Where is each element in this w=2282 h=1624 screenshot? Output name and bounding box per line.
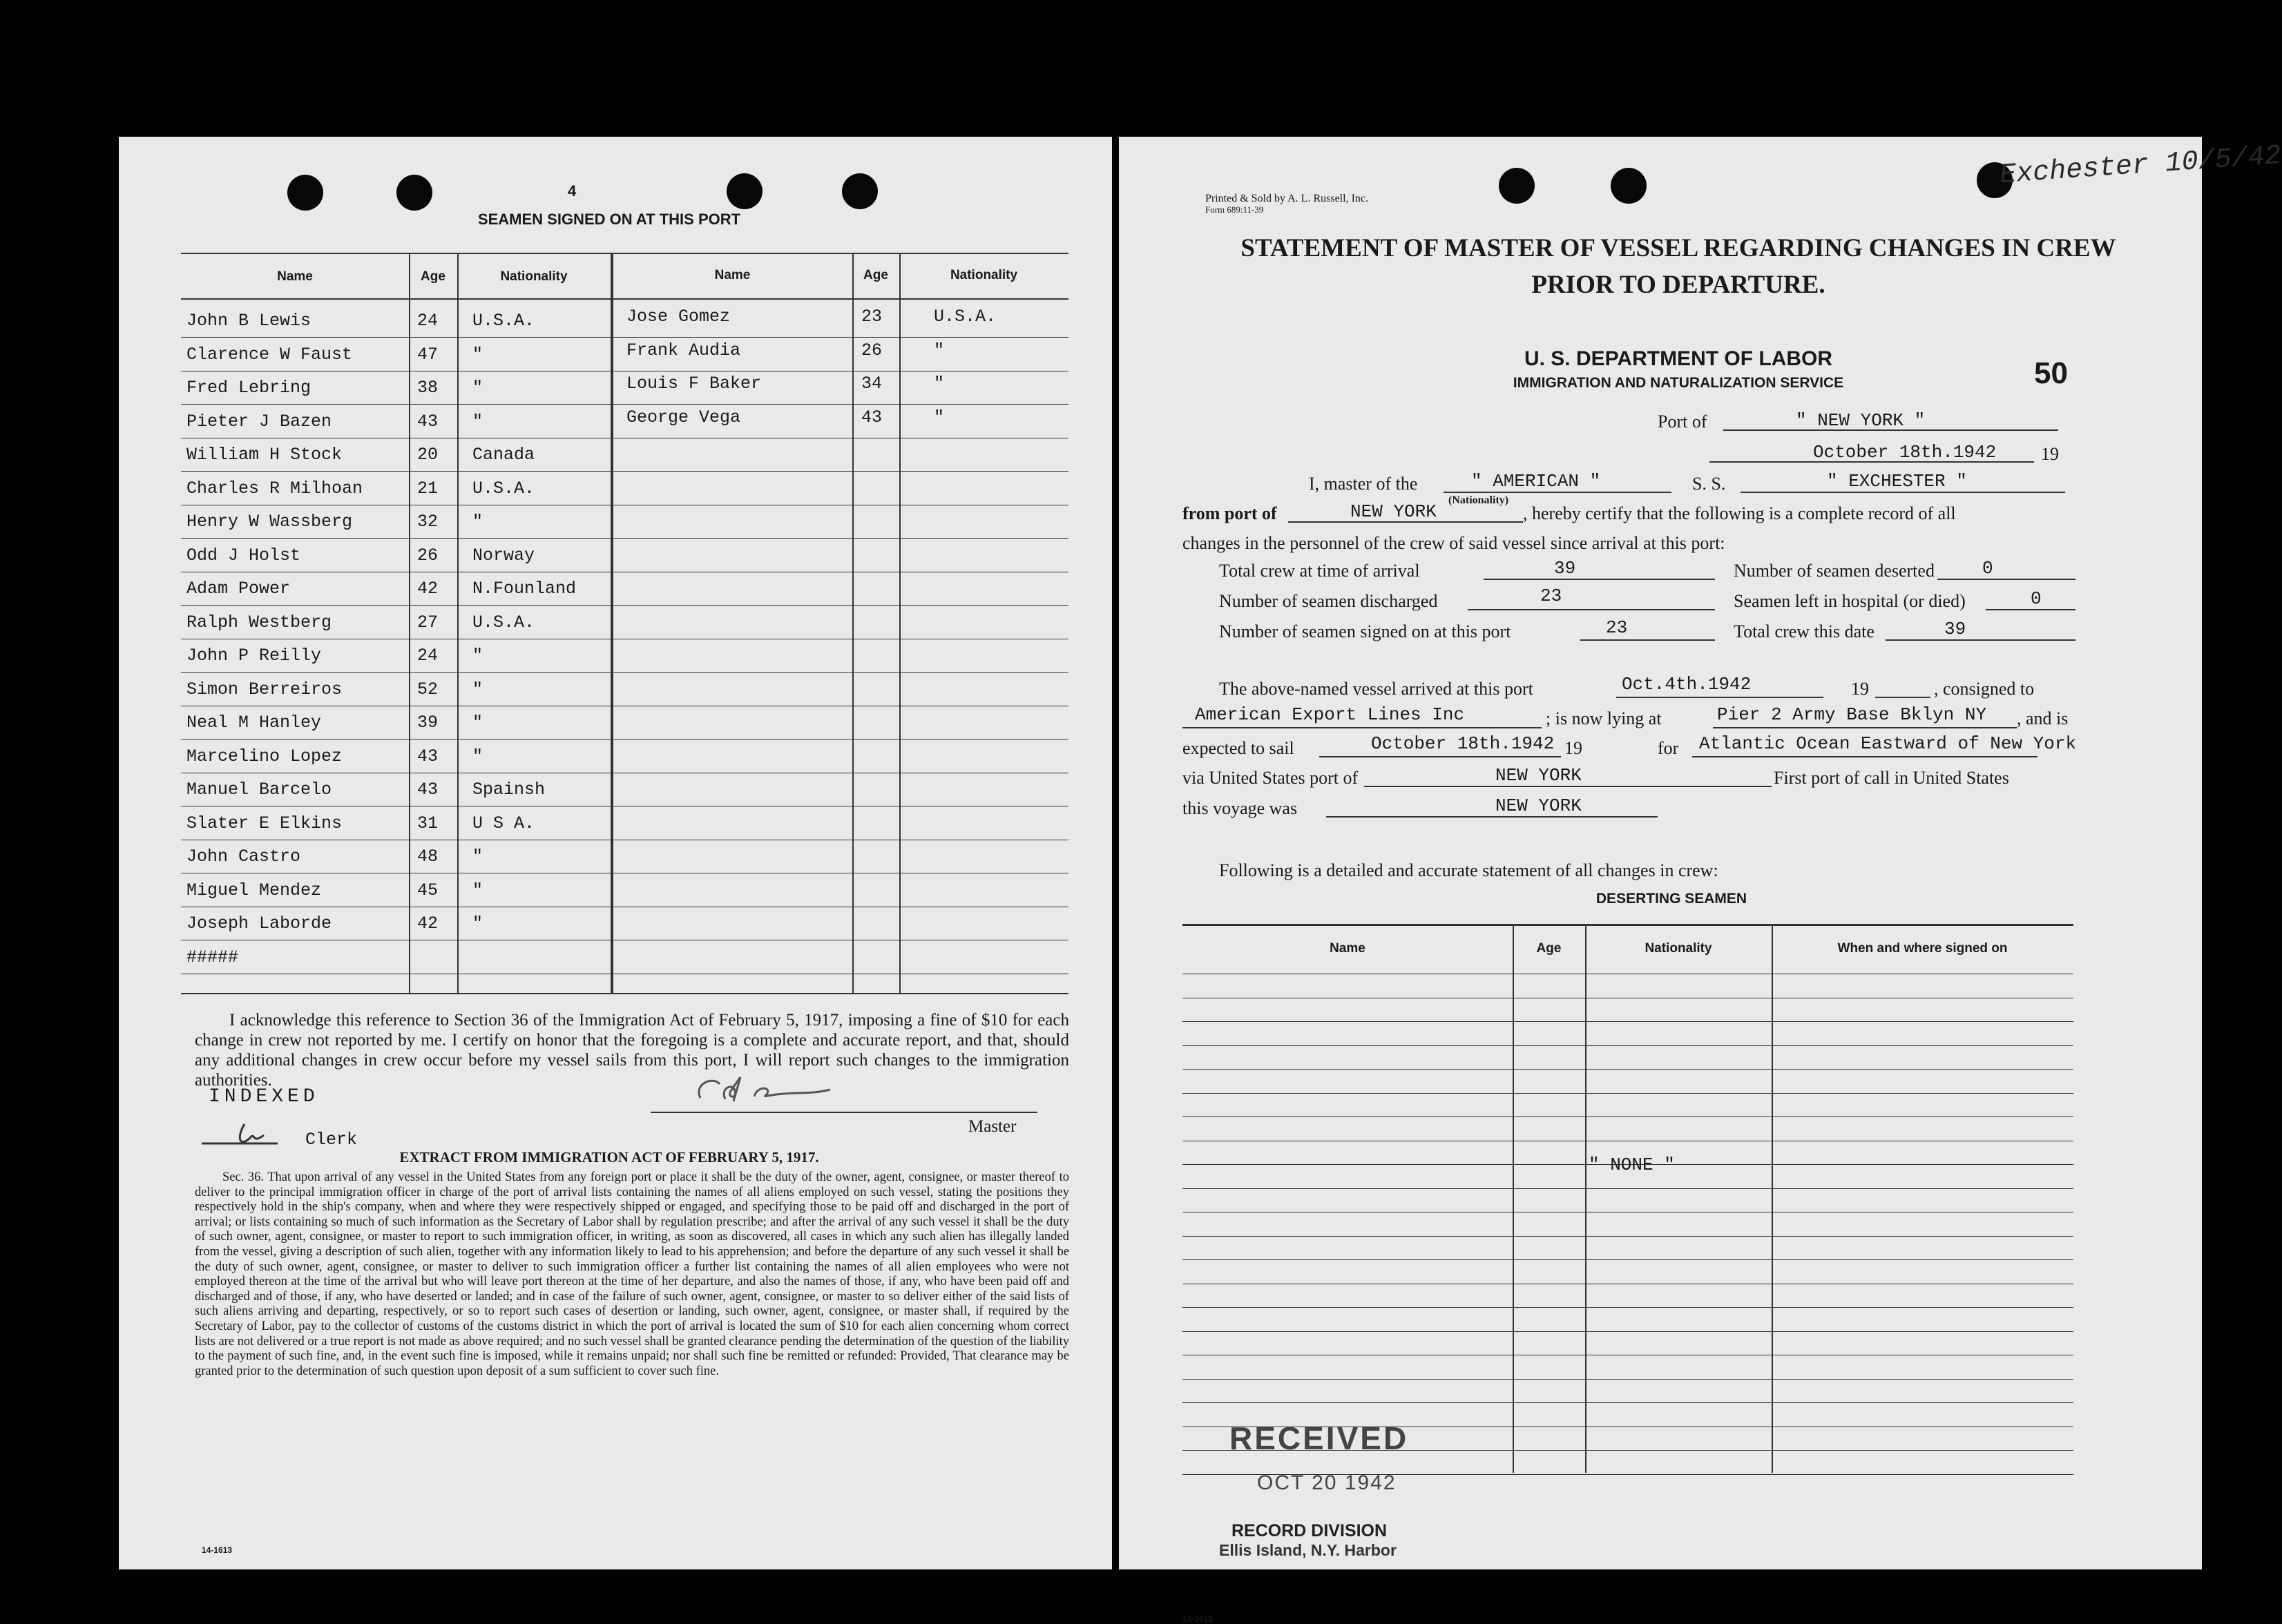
row-rule (1182, 1307, 2073, 1308)
col-name-header: Name (1330, 941, 1365, 956)
total-crew-date-label: Total crew this date (1734, 621, 1875, 641)
master-signature (692, 1070, 851, 1112)
punch-hole (1499, 168, 1535, 204)
this-voyage-label: this voyage was (1182, 798, 1298, 818)
crew-nationality: " (472, 746, 483, 766)
col-age-header: Age (863, 268, 888, 282)
crew-name: George Vega (626, 407, 741, 427)
crew-name: Simon Berreiros (186, 679, 343, 699)
crew-age: 38 (417, 378, 439, 398)
extract-text: Sec. 36. That upon arrival of any vessel in the United States from any foreign port or place it shall be the duty of the owner, agent, consignee, or master thereof to deliver to the principal immigration officer in charge of the port of arrival lists containing the names of all aliens employed on such vessel, stating the positions they respectively hold in the ship's company, when and where they were respectively shipped or engaged, and specifying those to be paid off and discharged in the port of arrival; or lists containing so much of such information as the Secretary of Labor shall by regulation prescribe; and after the arrival of any such vessel it shall be the duty of such owner, agent, consignee, or master to report to such immigration officer, in writing, as soon as discovered, all cases in which any such alien has illegally landed from the vessel, giving a description of such alien, together with any information likely to lead to his apprehension; and before the departure of any such vessel it shall be the duty of such owner, agent, consignee, or master to deliver to such immigration officer a further list containing the names of all alien employees who were not employed thereon at the time of the arrival but who will leave port thereon at the time of her departure, and also the names of those, if any, who have been paid off and discharged and of those, if any, who have deserted or landed; and in case of the failure of such owner, agent, consignee, or master to so deliver either of the said lists of such aliens arriving and departing, respectively, or so to report such cases of desertion or landing, such owner, agent, consignee, or master shall, if required by the Secretary of Labor, pay to the collector of customs of the customs district in which the port of arrival is located the sum of $10 for each alien concerning whom correct lists are not delivered or a true report is not made as above required; and no such vessel shall be granted clearance pending the determination of the question of the liability to the payment of such fine, and, in the event such fine is imposed, while it remains unpaid; nor shall such fine be remitted or refunded: Provided, That clearance may be granted prior to the determination of such question upon deposit of a sum sufficient to cover such fine. (195, 1170, 1069, 1378)
col-age-header: Age (421, 269, 445, 284)
right-page (1119, 137, 2282, 1624)
row-rule (181, 739, 1068, 740)
left-page (119, 137, 1112, 1569)
year-suffix: 19 (1851, 679, 1869, 699)
punch-hole (287, 175, 323, 211)
ss-value: " EXCHESTER " (1827, 471, 1967, 492)
row-rule (1182, 1116, 2073, 1117)
punch-hole (842, 173, 878, 209)
service: IMMIGRATION AND NATURALIZATION SERVICE (1513, 375, 1844, 391)
row-rule (1182, 1093, 2073, 1094)
port-of-value: " NEW YORK " (1796, 410, 1926, 431)
row-rule (1182, 1379, 2073, 1380)
row-rule (1182, 1021, 2073, 1022)
row-rule (1182, 1045, 2073, 1046)
crew-age: 47 (417, 344, 439, 365)
col-nationality-header: Nationality (950, 268, 1018, 282)
page-number: 4 (568, 182, 577, 200)
crew-nationality: " (934, 374, 945, 394)
crew-age: 42 (417, 914, 439, 934)
form-number: Form 689:11-39 (1205, 204, 1264, 215)
crew-nationality: " (472, 344, 483, 365)
crew-age: 52 (417, 679, 439, 699)
crew-nationality: U.S.A. (472, 612, 535, 632)
crew-nationality: " (472, 512, 483, 532)
crew-name: John Castro (186, 847, 301, 867)
deserted-value: 0 (1982, 558, 1993, 579)
via-label: via United States port of (1182, 768, 1359, 788)
crew-age: 43 (417, 411, 439, 432)
crew-age: 24 (417, 311, 439, 331)
from-port-label: from port of (1182, 503, 1277, 523)
extract-title: EXTRACT FROM IMMIGRATION ACT OF FEBRUARY 5, 1917. (399, 1149, 819, 1166)
discharged-value: 23 (1540, 586, 1562, 606)
printer-line: Printed & Sold by A. L. Russell, Inc. (1205, 193, 1368, 204)
crew-nationality: " (934, 407, 945, 427)
clerk-label: Clerk (305, 1130, 358, 1150)
crew-nationality: " (472, 646, 483, 666)
row-rule (1182, 1259, 2073, 1260)
crew-name: Jose Gomez (626, 307, 731, 327)
crew-nationality: " (472, 880, 483, 900)
form-code: 14-1613 (1182, 1614, 1214, 1624)
crew-name: William H Stock (186, 445, 343, 465)
deserted-label: Number of seamen deserted (1734, 561, 1935, 581)
handwritten-note: Exchester 10/5/42 (1998, 140, 2282, 192)
ss-label: S. S. (1692, 474, 1726, 494)
crew-name: Adam Power (186, 579, 291, 599)
crew-nationality: " (472, 378, 483, 398)
year-suffix: 19 (2041, 444, 2059, 464)
nationality-caption: (Nationality) (1448, 494, 1509, 506)
form-title-line2: PRIOR TO DEPARTURE. (1531, 271, 1825, 299)
crew-nationality: " (472, 713, 483, 733)
row-rule (181, 672, 1068, 673)
nationality-value: " AMERICAN " (1471, 471, 1601, 492)
crew-nationality: U.S.A. (934, 307, 997, 327)
crew-name: Odd J Holst (186, 545, 301, 566)
hospital-value: 0 (2031, 588, 2042, 609)
crew-name: Manuel Barcelo (186, 780, 332, 800)
arrived-label: The above-named vessel arrived at this port (1219, 679, 1533, 699)
form-title: STATEMENT OF MASTER OF VESSEL REGARDING CHANGES IN CREW (1240, 234, 2116, 262)
crew-age: 48 (417, 847, 439, 867)
crew-age: 23 (861, 307, 883, 327)
punch-hole (1611, 168, 1647, 204)
crew-name: Louis F Baker (626, 374, 762, 394)
form-code: 14-1613 (202, 1545, 233, 1555)
col-name-header: Name (714, 268, 751, 282)
crew-name: Henry W Wassberg (186, 512, 353, 532)
crew-name: Slater E Elkins (186, 813, 343, 833)
crew-age: 42 (417, 579, 439, 599)
for-label: for (1658, 738, 1679, 758)
row-rule (181, 471, 1068, 472)
via-value: NEW YORK (1495, 765, 1582, 786)
crew-nationality: " (472, 914, 483, 934)
record-place: Ellis Island, N.Y. Harbor (1219, 1541, 1397, 1559)
deserting-none-value: " NONE " (1589, 1154, 1675, 1175)
crew-age: 27 (417, 612, 439, 632)
crew-name: Marcelino Lopez (186, 746, 343, 766)
for-value: Atlantic Ocean Eastward of New York (1699, 733, 2077, 754)
crew-name: Charles R Milhoan (186, 478, 363, 499)
acknowledgement-text: I acknowledge this reference to Section 36 of the Immigration Act of February 5, 1917, imposing a fine of $10 for each change in crew not reported by me. I certify on honor that the foregoing is a complete and accurate report, and that, should any additional changes in crew occur before my vessel sails from this port, I will report such changes to the immigration authorities. (195, 1011, 1069, 1090)
row-rule (181, 605, 1068, 606)
crew-nationality: " (472, 411, 483, 432)
crew-nationality: U.S.A. (472, 478, 535, 499)
crew-nationality: Canada (472, 445, 535, 465)
certify-text-2: changes in the personnel of the crew of said vessel since arrival at this port: (1182, 533, 1725, 553)
first-port-label: First port of call in United States (1774, 768, 2009, 788)
col-when-where-header: When and where signed on (1837, 941, 2008, 956)
total-crew-arrival-value: 39 (1554, 558, 1576, 579)
row-rule (181, 538, 1068, 539)
crew-nationality: U.S.A. (472, 311, 535, 331)
crew-name: Frank Audia (626, 340, 741, 360)
following-text: Following is a detailed and accurate statement of all changes in crew: (1219, 860, 1718, 880)
consigned-label: , consigned to (1934, 679, 2035, 699)
crew-nationality: " (472, 847, 483, 867)
lying-value: Pier 2 Army Base Bklyn NY (1717, 704, 1987, 725)
crew-name: John B Lewis (186, 311, 311, 331)
date-value: October 18th.1942 (1813, 442, 1997, 463)
col-nationality-header: Nationality (500, 269, 568, 284)
crew-age: 31 (417, 813, 439, 833)
signed-on-label: Number of seamen signed on at this port (1219, 621, 1511, 641)
crew-nationality: " (934, 340, 945, 360)
crew-nationality: " (472, 679, 483, 699)
crew-nationality: N.Founland (472, 579, 577, 599)
crew-age: 34 (861, 374, 883, 394)
crew-age: 26 (417, 545, 439, 566)
crew-age: 43 (417, 780, 439, 800)
crew-age: 26 (861, 340, 883, 360)
row-rule (1182, 1236, 2073, 1237)
discharged-label: Number of seamen discharged (1219, 591, 1438, 611)
consignee-value: American Export Lines Inc (1195, 704, 1465, 725)
crew-name: ##### (186, 947, 239, 967)
year-suffix: 19 (1564, 738, 1582, 758)
department: U. S. DEPARTMENT OF LABOR (1524, 347, 1833, 370)
crew-age: 24 (417, 646, 439, 666)
clerk-initials (202, 1117, 285, 1152)
expected-value: October 18th.1942 (1371, 733, 1555, 754)
crew-name: John P Reilly (186, 646, 322, 666)
signed-on-value: 23 (1606, 617, 1628, 638)
port-of-label: Port of (1658, 412, 1707, 432)
crew-name: Neal M Hanley (186, 713, 322, 733)
row-rule (1182, 1331, 2073, 1332)
from-port-value: NEW YORK (1350, 501, 1437, 522)
col-age-header: Age (1536, 941, 1562, 956)
lying-label: ; is now lying at (1546, 708, 1662, 728)
crew-age: 21 (417, 478, 439, 499)
crew-age: 32 (417, 512, 439, 532)
crew-nationality: Spainsh (472, 780, 546, 800)
crew-name: Fred Lebring (186, 378, 311, 398)
crew-age: 39 (417, 713, 439, 733)
master-label: Master (968, 1117, 1017, 1136)
crew-nationality: U S A. (472, 813, 535, 833)
punch-hole (396, 175, 432, 211)
total-crew-arrival-label: Total crew at time of arrival (1219, 561, 1420, 581)
page-heading: SEAMEN SIGNED ON AT THIS PORT (477, 211, 741, 228)
col-name-header: Name (277, 269, 313, 284)
crew-name: Ralph Westberg (186, 612, 332, 632)
master-of-label: I, master of the (1309, 474, 1418, 494)
crew-age: 43 (861, 407, 883, 427)
crew-name: Pieter J Bazen (186, 411, 332, 432)
row-rule (181, 404, 1068, 405)
arrived-value: Oct.4th.1942 (1622, 674, 1752, 695)
hospital-label: Seamen left in hospital (or died) (1734, 591, 1966, 611)
crew-age: 20 (417, 445, 439, 465)
record-division: RECORD DIVISION (1231, 1521, 1388, 1540)
row-rule (1182, 1402, 2073, 1403)
certify-text: , hereby certify that the following is a complete record of all (1523, 503, 1956, 523)
crew-nationality: Norway (472, 545, 535, 566)
this-voyage-value: NEW YORK (1495, 795, 1582, 816)
form-count-number: 50 (2034, 356, 2068, 390)
expected-label: expected to sail (1182, 738, 1294, 758)
row-rule (1182, 1069, 2073, 1070)
received-date: OCT 20 1942 (1257, 1471, 1397, 1494)
and-is-label: , and is (2017, 708, 2069, 728)
row-rule (1182, 1188, 2073, 1189)
crew-name: Joseph Laborde (186, 914, 332, 934)
punch-hole (727, 173, 763, 209)
indexed-stamp: INDEXED (209, 1086, 319, 1108)
deserting-heading: DESERTING SEAMEN (1595, 891, 1747, 907)
crew-name: Miguel Mendez (186, 880, 322, 900)
crew-age: 45 (417, 880, 439, 900)
row-rule (181, 337, 1068, 338)
received-stamp: RECEIVED (1229, 1420, 1409, 1456)
crew-age: 43 (417, 746, 439, 766)
crew-name: Clarence W Faust (186, 344, 353, 365)
col-nationality-header: Nationality (1645, 941, 1712, 956)
total-crew-date-value: 39 (1944, 619, 1966, 639)
